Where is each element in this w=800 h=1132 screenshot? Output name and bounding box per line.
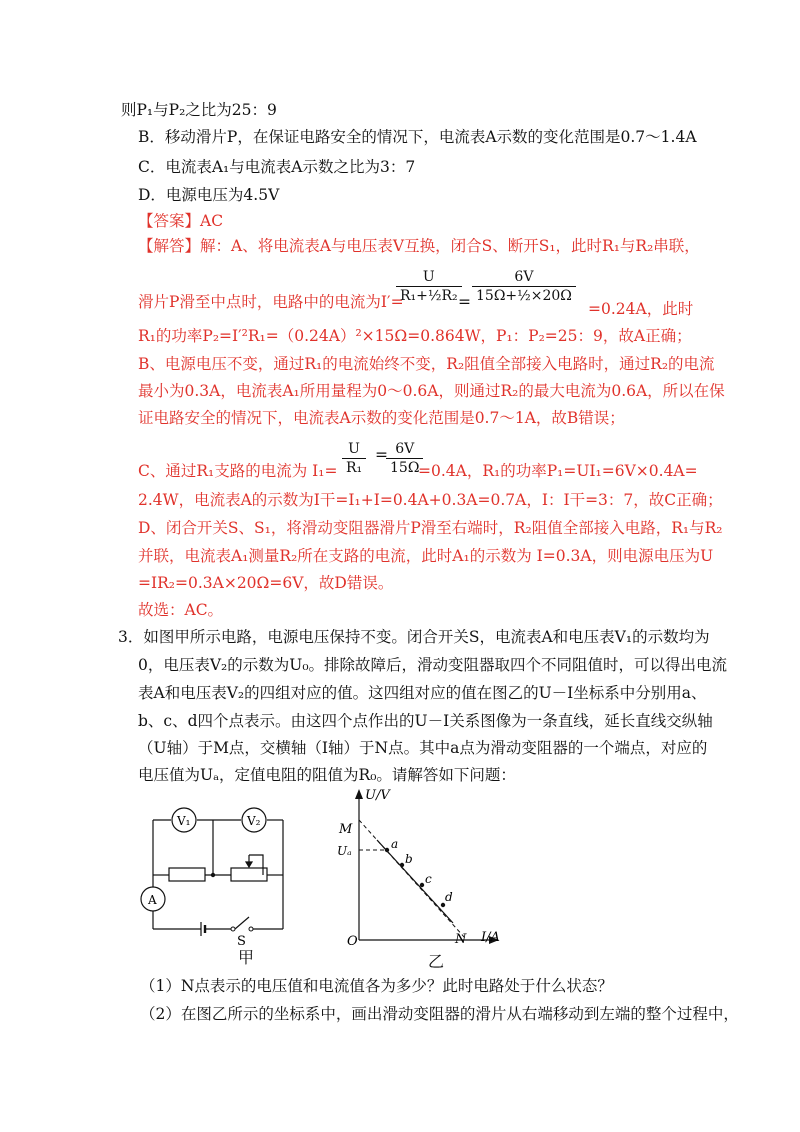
ui-graph xyxy=(325,785,515,955)
solution-line: 证电路安全的情况下，电流表A示数的变化范围是0.7～1A，故B错误； xyxy=(138,409,625,427)
solution-line: B、电源电压不变，通过R₁的电流始终不变，R₂阻值全部接入电路时，通过R₂的电流 xyxy=(138,355,715,373)
question-3-line: 电压值为Uₐ，定值电阻的阻值为R₀。请解答如下问题： xyxy=(138,766,516,784)
y-axis-label: U/V xyxy=(365,788,390,803)
question-3-part-1: （1）N点表示的电压值和电流值各为多少？此时电路处于什么状态？ xyxy=(140,977,613,995)
origin-label: O xyxy=(347,934,358,949)
fraction-formula xyxy=(396,268,462,305)
option-d: D．电源电压为4.5V xyxy=(138,186,280,204)
question-3-part-2: （2）在图乙所示的坐标系中，画出滑动变阻器的滑片从右端移动到左端的整个过程中， xyxy=(140,1005,739,1023)
question-3-line: b、c、d四个点表示。由这四个点作出的U－I关系图像为一条直线，延长直线交纵轴 xyxy=(138,712,713,730)
solution-line: D、闭合开关S、S₁，将滑动变阻器滑片P滑至右端时，R₂阻值全部接入电路，R₁与R₂ xyxy=(138,519,723,537)
ammeter-label: A xyxy=(148,893,157,907)
question-3-line: 0，电压表V₂的示数为U₀。排除故障后，滑动变阻器取四个不同阻值时，可以得出电流 xyxy=(138,656,728,674)
question-3-line: 3．如图甲所示电路，电源电压保持不变。闭合开关S，电流表A和电压表V₁的示数均为 xyxy=(118,628,710,646)
fraction-denominator: R₁ xyxy=(346,460,363,476)
solution-line: =IR₂=0.3A×20Ω=6V，故D错误。 xyxy=(138,574,394,592)
switch-label: S xyxy=(237,934,246,949)
fraction-denominator: R₁+½R₂ xyxy=(400,288,458,304)
fraction-numerator: 6V xyxy=(472,268,576,287)
fraction-denominator: 15Ω xyxy=(390,460,420,476)
voltmeter-v2-label: V₂ xyxy=(247,814,261,828)
voltmeter-v1-label: V₁ xyxy=(177,814,191,828)
point-d-label: d xyxy=(445,890,453,904)
x-axis-label: I/A xyxy=(481,930,500,945)
text-line: 则P₁与P₂之比为25：9 xyxy=(121,101,277,119)
solution-line: 2.4W，电流表A的示数为I干=I₁+I=0.4A+0.3A=0.7A，I：I干=3：7，故C正确； xyxy=(138,491,723,509)
question-3-line: （U轴）于M点，交横轴（I轴）于N点。其中a点为滑动变阻器的一个端点，对应的 xyxy=(138,739,708,757)
point-b-label: b xyxy=(405,852,413,866)
solution-line: 故选：AC。 xyxy=(138,601,224,619)
fraction-denominator: 15Ω+½×20Ω xyxy=(476,288,572,304)
solution-line: 最小为0.3A，电流表A₁所用量程为0～0.6A，则通过R₂的最大电流为0.6A，所以在保 xyxy=(138,382,725,400)
solution-line: R₁的功率P₂=I′²R₁=（0.24A）²×15Ω=0.864W，P₁：P₂=25：9，故A正确； xyxy=(138,327,692,345)
answer-label: 【答案】AC xyxy=(138,212,224,230)
solution-line: C、通过R₁支路的电流为 I₁= xyxy=(138,462,338,480)
point-m-label: M xyxy=(339,822,353,837)
figure-caption-jia: 甲 xyxy=(238,948,255,967)
option-b: B．移动滑片P，在保证电路安全的情况下，电流表A示数的变化范围是0.7～1.4A xyxy=(138,128,697,146)
solution-line: 滑片P滑至中点时，电路中的电流为I′= xyxy=(138,293,404,311)
circuit-diagram xyxy=(135,805,295,965)
fraction-numerator: U xyxy=(342,440,366,459)
solution-line: =0.24A，此时 xyxy=(588,300,694,318)
fraction-formula xyxy=(342,440,366,477)
fraction-numerator: U xyxy=(396,268,462,287)
point-n-label: N xyxy=(455,932,467,947)
ua-label: Uₐ xyxy=(337,844,352,858)
fraction-numerator: 6V xyxy=(386,440,423,459)
point-a-label: a xyxy=(391,837,399,851)
solution-line: 并联，电流表A₁测量R₂所在支路的电流，此时A₁的示数为 I=0.3A，则电源电压为U xyxy=(138,547,714,565)
option-c: C．电流表A₁与电流表A示数之比为3：7 xyxy=(138,158,416,176)
solution-line: =0.4A，R₁的功率P₁=UI₁=6V×0.4A= xyxy=(418,462,698,480)
question-3-line: 表A和电压表V₂的四组对应的值。这四组对应的值在图乙的U－I坐标系中分别用a、 xyxy=(138,684,707,702)
figure-caption-yi: 乙 xyxy=(428,952,445,971)
point-c-label: c xyxy=(425,872,432,886)
solution-line: 【解答】解：A、将电流表A与电压表V互换，闭合S、断开S₁，此时R₁与R₂串联， xyxy=(138,237,700,255)
fraction-formula xyxy=(472,268,576,305)
